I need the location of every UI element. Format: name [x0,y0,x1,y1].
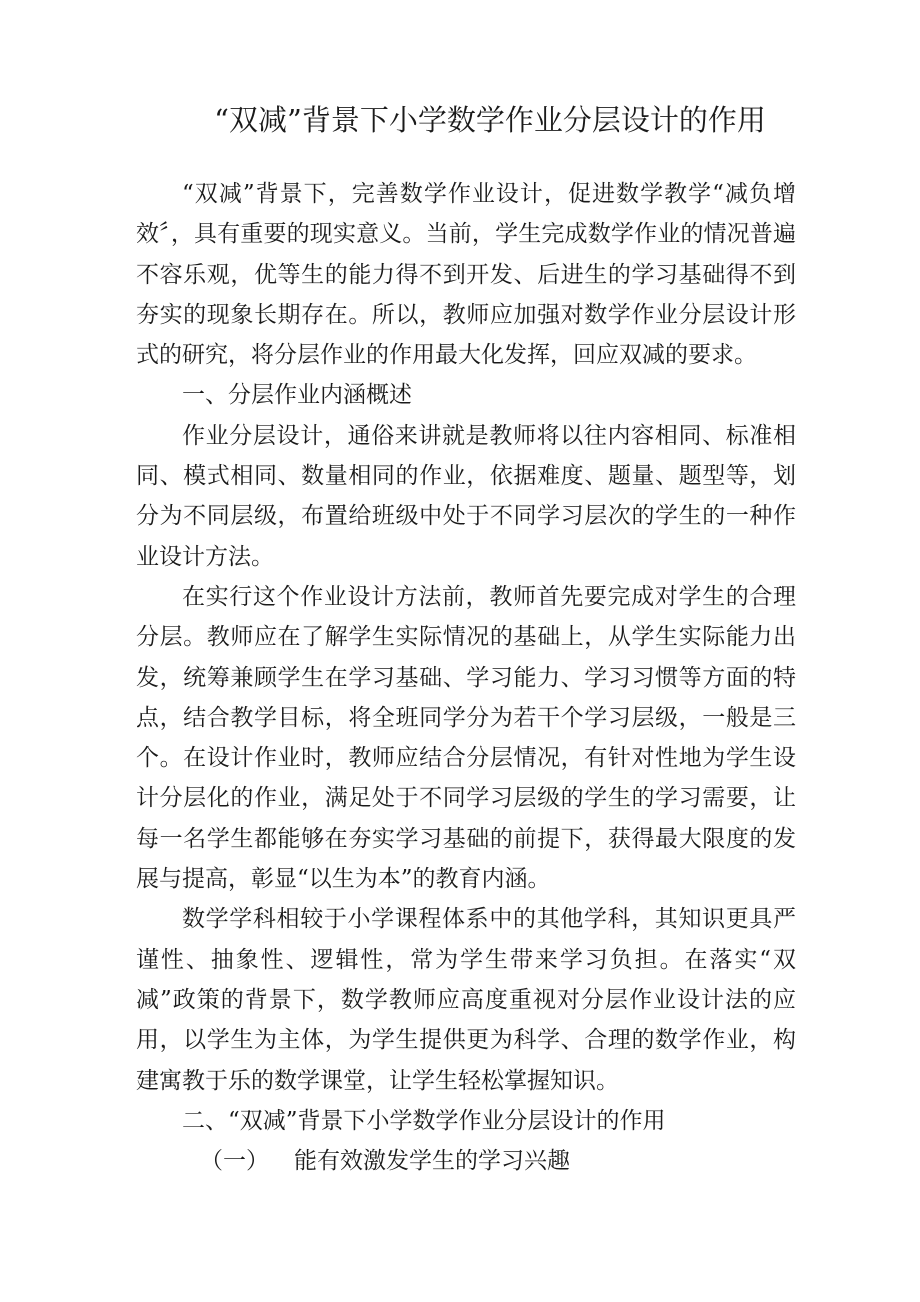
section-1-heading: 一、分层作业内涵概述 [182,382,412,409]
subsection-title: 能有效激发学生的学习兴趣 [294,1148,570,1175]
section-2-heading: 二、“双减”背景下小学数学作业分层设计的作用 [182,1107,666,1134]
intro-paragraph: “双减”背景下，完善数学作业设计，促进数学教学“减负增效〞，具有重要的现实意义。当前，学生完成数学作业的情况普遍不容乐观，优等生的能力得不到开发、后进生的学习基础得不到夯实的现象长期存在。所以，教师应加强对数学作业分层设计形式的研究，将分层作业的作用最大化发挥，回应双减的要求。 [136,181,796,369]
document-title: “双减”背景下小学数学作业分层设计的作用 [214,103,766,137]
subsection-marker: （一） [200,1148,269,1175]
subsection-heading [136,1141,796,1181]
section-1-paragraph-2: 在实行这个作业设计方法前，教师首先要完成对学生的合理分层。教师应在了解学生实际情况的基础上，从学生实际能力出发，统筹兼顾学生在学习基础、学习能力、学习习惯等方面的特点，结合教学目标，将全班同学分为若干个学习层级，一般是三个。在设计作业时，教师应结合分层情况，有针对性地为学生设计分层化的作业，满足处于不同学习层级的学生的学习需要，让每一名学生都能够在夯实学习基础的前提下，获得最大限度的发展与提高，彰显“以生为本”的教育内涵。 [136,583,796,893]
section-1-paragraph-1: 作业分层设计，通俗来讲就是教师将以往内容相同、标准相同、模式相同、数量相同的作业，依据难度、题量、题型等，划分为不同层级，布置给班级中处于不同学习层次的学生的一种作业设计方法。 [136,422,796,570]
section-1-paragraph-3: 数学学科相较于小学课程体系中的其他学科，其知识更具严谨性、抽象性、逻辑性，常为学生带来学习负担。在落实“双减”政策的背景下，数学教师应高度重视对分层作业设计法的应用，以学生为主体，为学生提供更为科学、合理的数学作业，构建寓教于乐的数学课堂，让学生轻松掌握知识。 [136,906,796,1094]
document-body [136,174,796,1181]
